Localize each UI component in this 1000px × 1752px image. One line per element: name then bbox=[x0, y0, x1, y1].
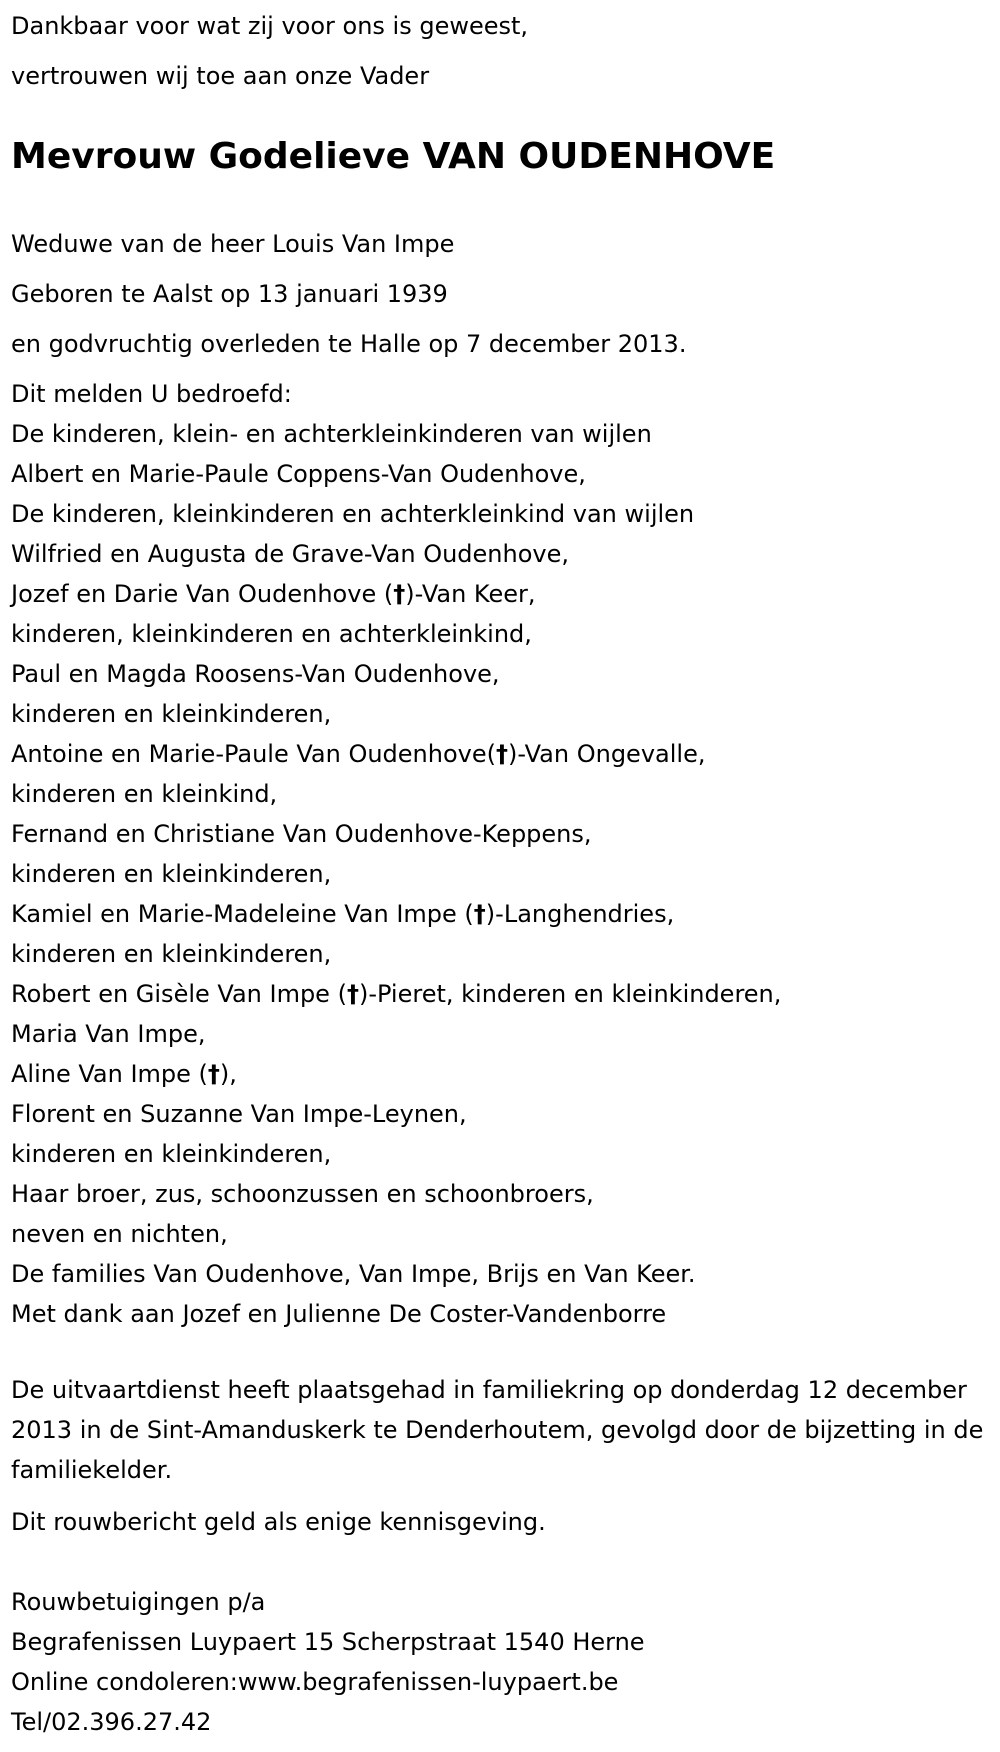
dagger-icon: † bbox=[393, 580, 406, 608]
family-line: kinderen en kleinkinderen, bbox=[11, 860, 332, 888]
family-line: De kinderen, klein- en achterkleinkinderen van wijlen bbox=[11, 420, 652, 448]
announcement-heading: Dit melden U bedroefd: bbox=[11, 380, 292, 408]
family-line: De families Van Oudenhove, Van Impe, Brijs en Van Keer. bbox=[11, 1260, 696, 1288]
family-announcement bbox=[11, 374, 990, 1334]
family-line: kinderen en kleinkind, bbox=[11, 780, 278, 808]
family-line: Wilfried en Augusta de Grave-Van Oudenhove, bbox=[11, 540, 570, 568]
family-line: Fernand en Christiane Van Oudenhove-Keppens, bbox=[11, 820, 592, 848]
family-line: Aline Van Impe (†), bbox=[11, 1060, 237, 1088]
family-line: kinderen en kleinkinderen, bbox=[11, 1140, 332, 1168]
family-line: Kamiel en Marie-Madeleine Van Impe (†)-Langhendries, bbox=[11, 900, 675, 928]
funeral-service-text: De uitvaartdienst heeft plaatsgehad in familiekring op donderdag 12 december 2013 in de Sint-Amanduskerk te Denderhoutem, gevolgd door de bijzetting in de familiekelder. bbox=[11, 1376, 984, 1484]
notice-text: Dit rouwbericht geld als enige kennisgeving. bbox=[11, 1508, 546, 1536]
dagger-icon: † bbox=[473, 900, 486, 928]
family-line: Maria Van Impe, bbox=[11, 1020, 206, 1048]
deceased-name-title: Mevrouw Godelieve VAN OUDENHOVE bbox=[11, 136, 776, 177]
family-line: Paul en Magda Roosens-Van Oudenhove, bbox=[11, 660, 500, 688]
family-list bbox=[11, 414, 990, 1334]
condolences-label: Rouwbetuigingen p/a bbox=[11, 1588, 266, 1616]
family-line: De kinderen, kleinkinderen en achterkleinkind van wijlen bbox=[11, 500, 695, 528]
dagger-icon: † bbox=[207, 1060, 220, 1088]
family-line: kinderen, kleinkinderen en achterkleinkind, bbox=[11, 620, 532, 648]
online-condolences-link[interactable]: Online condoleren:www.begrafenissen-luypaert.be bbox=[11, 1668, 619, 1696]
family-line: Florent en Suzanne Van Impe-Leynen, bbox=[11, 1100, 467, 1128]
birth-text: Geboren te Aalst op 13 januari 1939 bbox=[11, 280, 448, 308]
family-line: Met dank aan Jozef en Julienne De Coster-Vandenborre bbox=[11, 1300, 667, 1328]
contact-block bbox=[11, 1582, 990, 1742]
intro-line-2: vertrouwen wij toe aan onze Vader bbox=[11, 62, 430, 90]
funeral-home-address: Begrafenissen Luypaert 15 Scherpstraat 1540 Herne bbox=[11, 1628, 645, 1656]
dagger-icon: † bbox=[496, 740, 508, 768]
family-line: Robert en Gisèle Van Impe (†)-Pieret, kinderen en kleinkinderen, bbox=[11, 980, 782, 1008]
family-line: neven en nichten, bbox=[11, 1220, 228, 1248]
phone-number: Tel/02.396.27.42 bbox=[11, 1708, 212, 1736]
death-text: en godvruchtig overleden te Halle op 7 december 2013. bbox=[11, 330, 687, 358]
widow-of-text: Weduwe van de heer Louis Van Impe bbox=[11, 230, 455, 258]
dagger-icon: † bbox=[346, 980, 359, 1008]
intro-line-1: Dankbaar voor wat zij voor ons is geweest, bbox=[11, 12, 529, 40]
family-line: Jozef en Darie Van Oudenhove (†)-Van Keer, bbox=[11, 580, 536, 608]
family-line: kinderen en kleinkinderen, bbox=[11, 940, 332, 968]
family-line: Haar broer, zus, schoonzussen en schoonbroers, bbox=[11, 1180, 594, 1208]
family-line: Antoine en Marie-Paule Van Oudenhove(†)-Van Ongevalle, bbox=[11, 740, 706, 768]
family-line: kinderen en kleinkinderen, bbox=[11, 700, 332, 728]
family-line: Albert en Marie-Paule Coppens-Van Oudenhove, bbox=[11, 460, 586, 488]
